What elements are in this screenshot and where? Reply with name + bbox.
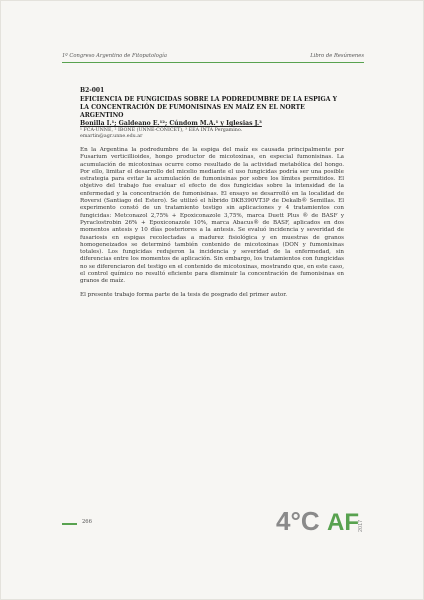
- footer-accent-line: [62, 523, 77, 525]
- header-rule: [62, 62, 364, 63]
- logo-year: 2017: [358, 519, 364, 532]
- article-title: EFICIENCIA DE FUNGICIDAS SOBRE LA PODREDUMBRE DE LA ESPIGA Y LA CONCENTRACIÓN DE FUMONISINAS EN MAÍZ EN EL NORTE ARGENTINO: [80, 96, 337, 119]
- logo-main-text: 4°C: [276, 506, 320, 536]
- page-number: 266: [82, 519, 92, 525]
- article-note: El presente trabajo forma parte de la tesis de posgrado del primer autor.: [80, 291, 288, 298]
- article-abstract: En la Argentina la podredumbre de la espiga del maíz es causada principalmente por Fusarium verticillioides, hongo productor de micotoxinas, en especial fumonisinas. La acumulación de micotoxinas ocurre como resultado de la actividad metabólica del hongo. Por ello, limitar el desarrollo del micelio mediante el uso fungicidas podría ser una posible estrategia para evitar la acumulación de fumonisinas por sobre los límites permitidos. El objetivo del trabajo fue evaluar el efecto de dos fungicidas sobre la intensidad de la enfermedad y la concentración de fumonisinas. El ensayo se desarrolló en la localidad de Roversi (Santiago del Estero). Se utilizó el híbrido DKB390VT3P de Dekalb® Semillas. El experimento constó de un tratamiento testigo sin aplicaciones y 4 tratamientos con fungicidas: Metconazol 2,75% + Epoxiconazole 3,75%, marca Duett Plus ® de BASF y Pyraclostrobin 26% + Epoxiconazole 10%, marca Abacus® de BASF, aplicados en dos momentos antesis y 10 días posteriores a la antesis. Se evaluó incidencia y severidad de fusariosis en espigas recolectadas a madurez fisiológica y en muestras de granos homogeneizados se determinó también contenido de micotoxinas (DON y fumonisinas totales). Los fungicidas redujeron la incidencia y severidad de la enfermedad, sin diferencias entre los momentos de aplicación. Sin embargo, los tratamientos con fungicidas no se diferenciaron del testigo en el contenido de micotoxinas, mostrando que, en este caso, el control químico no resultó eficiente para disminuir la concentración de fumonisinas en granos de maíz.: [80, 147, 344, 285]
- header-congress-name: 1º Congreso Argentino de Fitopatología: [62, 53, 167, 59]
- logo-letters: AF: [327, 509, 359, 536]
- article-authors: [80, 120, 344, 128]
- congress-logo: [274, 500, 364, 536]
- article: [80, 87, 344, 299]
- article-email: emartin@agr.unne.edu.ar: [80, 134, 143, 139]
- article-affiliations: ¹ FCA-UNNE, ² IBONE (UNNE-CONICET), ³ EEA INTA Pergamino.: [80, 128, 243, 133]
- header-book-title: Libro de Resúmenes: [310, 53, 364, 59]
- article-code: B2-001: [80, 87, 105, 94]
- authors-list: Bonilla I.¹; Galdeano E.¹²; Cúndom M.A.¹ y Iglesias J.³: [80, 120, 262, 127]
- page-header: [62, 51, 364, 65]
